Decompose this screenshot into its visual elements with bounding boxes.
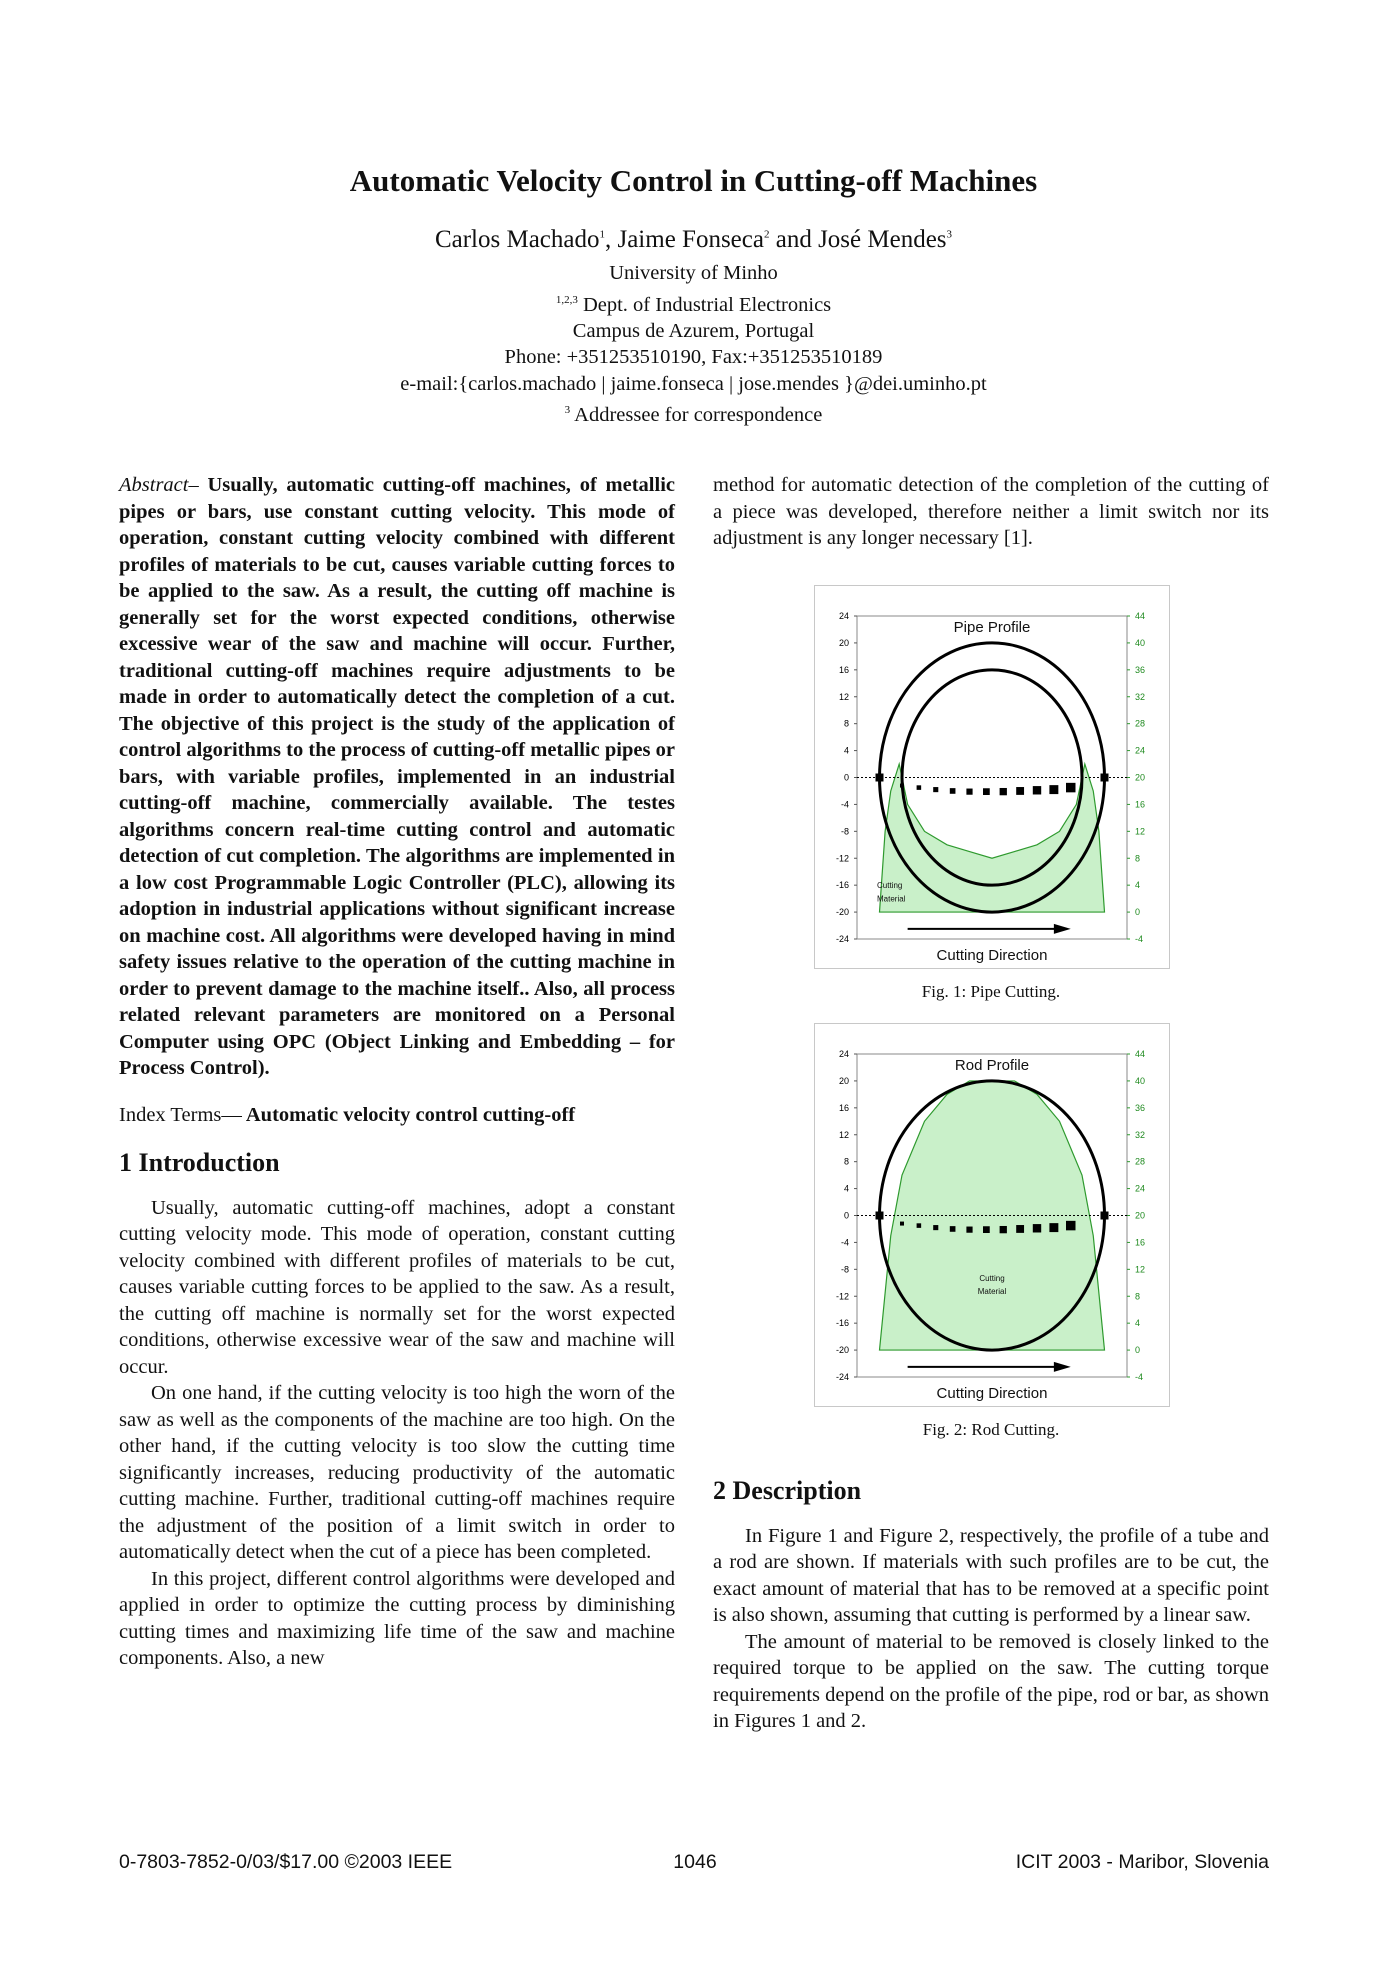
author-sup: 1 <box>599 228 605 241</box>
edge-marker-left <box>876 1212 884 1220</box>
author-sep: , <box>604 226 618 253</box>
data-marker <box>917 785 922 790</box>
author-sup: 3 <box>946 228 953 241</box>
y2-tick-label: 40 <box>1135 1075 1146 1086</box>
abstract <box>119 472 675 1082</box>
y2-tick-label: 32 <box>1135 691 1146 702</box>
data-marker <box>1066 1221 1076 1231</box>
abstract-text: Usually, automatic cutting-off machines, of metallic pipes or bars, use constant cutting velocity. This mode of operation, constant cutting velocity combined with different profiles of materials to be cut, causes variable cutting forces to be applied to the saw. As a result, the cutting off machine is generally set for the worst expected conditions, otherwise excessive wear of the saw and machine will occur. Further, traditional cutting-off machines require adjustments to be made in order to automatically detect the completion of a cut. The objective of this project is the study of the application of control algorithms to the process of cutting-off metallic pipes or bars, with variable profiles, implemented in an industrial cutting-off machine, commercially available. The testes algorithms concern real-time cutting control and automatic detection of cut completion. The algorithms are implemented in a low cost Programmable Logic Controller (PLC), allowing its adoption in industrial applications without significant increase on machine cost. All algorithms were developed having in mind safety issues relative to the operation of the cutting machine in order to prevent damage to the machine itself.. Also, all process related relevant parameters are monitored on a Personal Computer using OPC (Object Linking and Embedding – for Process Control). <box>119 474 675 1079</box>
y2-tick-label: 0 <box>1135 1345 1141 1356</box>
author-name: Carlos Machado <box>434 226 600 253</box>
index-terms-text: Automatic velocity control cutting-off <box>241 1103 576 1126</box>
annotation-label: Material <box>877 894 906 904</box>
figure-1-frame <box>814 585 1170 969</box>
y2-tick-label: 8 <box>1135 1291 1141 1302</box>
affil-dept <box>0 287 1387 318</box>
y2-tick-label: 8 <box>1135 853 1141 864</box>
data-marker <box>1033 1224 1041 1232</box>
figure-1-caption: Fig. 1: Pipe Cutting. <box>921 982 1061 1001</box>
data-marker <box>900 1222 904 1226</box>
footer-conference: ICIT 2003 - Maribor, Slovenia <box>1015 1851 1269 1873</box>
y-tick-label: 16 <box>838 664 849 675</box>
y-tick-label: -20 <box>835 1345 849 1356</box>
affil-corr-sup: 3 <box>564 404 571 417</box>
footer-page-number: 1046 <box>673 1851 717 1873</box>
affil-email: e-mail:{carlos.machado | jaime.fonseca | jose.mendes }@dei.uminho.pt <box>400 372 987 395</box>
annotation-label: Material <box>977 1287 1007 1297</box>
cutting-direction-arrowhead <box>1054 1362 1071 1372</box>
figure-2-frame <box>814 1023 1170 1407</box>
author-list <box>0 226 1387 254</box>
abstract-label: Abstract– <box>119 474 199 496</box>
index-terms-label: Index Terms— <box>119 1103 242 1126</box>
y2-tick-label: -4 <box>1135 934 1144 944</box>
y2-tick-label: 4 <box>1135 880 1141 891</box>
data-marker <box>1016 787 1024 795</box>
y-tick-label: 24 <box>838 611 849 621</box>
data-marker <box>1000 788 1007 795</box>
y2-tick-label: 36 <box>1135 1102 1146 1113</box>
y2-tick-label: 20 <box>1135 772 1146 783</box>
data-marker <box>1000 1226 1007 1233</box>
affil-campus: Campus de Azurem, Portugal <box>572 319 815 342</box>
intro-paragraph-1: Usually, automatic cutting-off machines, adopt a constant cutting velocity mode. This mode of operation, constant cutting velocity combined with different profiles of materials to be cut, causes variable cutting forces to be applied to the saw. As a result, the cutting off machine is normally set for the worst expected conditions, otherwise excessive wear of the saw and machine will occur. <box>119 1196 675 1378</box>
y-tick-label: -4 <box>840 799 849 810</box>
y-tick-label: -4 <box>840 1237 849 1248</box>
y2-tick-label: -4 <box>1135 1372 1144 1382</box>
data-marker <box>966 1227 972 1233</box>
section-heading-description: 2 Description <box>713 1476 862 1505</box>
y2-tick-label: 28 <box>1135 718 1146 729</box>
y2-tick-label: 16 <box>1135 799 1146 810</box>
annotation-label: Cutting <box>979 1273 1005 1283</box>
data-marker <box>1066 783 1076 793</box>
rod-profile-chart <box>815 1024 1169 1406</box>
chart-title: Rod Profile <box>954 1057 1030 1074</box>
x-axis-label: Cutting Direction <box>936 947 1048 964</box>
left-column <box>119 472 675 1672</box>
y2-tick-label: 24 <box>1135 745 1146 756</box>
y2-tick-label: 32 <box>1135 1129 1146 1140</box>
data-marker <box>933 1225 938 1230</box>
chart-title: Pipe Profile <box>953 619 1031 636</box>
y2-tick-label: 40 <box>1135 637 1146 648</box>
data-marker <box>983 788 990 795</box>
footer-copyright: 0-7803-7852-0/03/$17.00 ©2003 IEEE <box>119 1851 453 1873</box>
y-tick-label: 8 <box>843 1156 849 1167</box>
affil-dept-text: Dept. of Industrial Electronics <box>577 293 832 316</box>
y2-tick-label: 12 <box>1135 1264 1146 1275</box>
y-tick-label: 12 <box>838 1129 849 1140</box>
y-tick-label: -8 <box>840 1264 849 1275</box>
data-marker <box>900 784 904 788</box>
y2-tick-label: 36 <box>1135 664 1146 675</box>
edge-marker-right <box>1101 1212 1109 1220</box>
y-tick-label: -8 <box>840 826 849 837</box>
y2-tick-label: 0 <box>1135 907 1141 918</box>
y2-tick-label: 12 <box>1135 826 1146 837</box>
y-tick-label: -16 <box>835 880 849 891</box>
y2-tick-label: 20 <box>1135 1210 1146 1221</box>
intro-paragraph-2: On one hand, if the cutting velocity is too high the worn of the saw as well as the components of the machine are too high. On the other hand, if the cutting velocity is too slow the cutting time significantly increases, reducing productivity of the automatic cutting machine. Further, traditional cutting-off machines require the adjustment of the position of a limit switch in order to automatically detect when the cut of a piece has been completed. <box>119 1382 675 1563</box>
affil-phone: Phone: +351253510190, Fax:+351253510189 <box>504 346 883 369</box>
y-tick-label: 20 <box>838 1075 849 1086</box>
y2-tick-label: 4 <box>1135 1318 1141 1329</box>
data-marker <box>933 787 938 792</box>
author-sep: and <box>769 226 819 253</box>
description-paragraph-2: The amount of material to be removed is closely linked to the required torque to be applied on the saw. The cutting torque requirements depend on the profile of the pipe, rod or bar, as shown in Figures 1 and 2. <box>713 1630 1269 1732</box>
y-tick-label: 4 <box>843 1183 849 1194</box>
affil-corr-text: Addressee for correspondence <box>570 404 823 427</box>
author-sup: 2 <box>763 228 770 241</box>
y-tick-label: 20 <box>838 637 849 648</box>
author-name: Jaime Fonseca <box>617 226 764 253</box>
y-tick-label: 24 <box>838 1049 849 1059</box>
affil-university: University of Minho <box>609 262 778 284</box>
y2-tick-label: 28 <box>1135 1156 1146 1167</box>
pipe-profile-chart <box>815 586 1169 968</box>
index-terms <box>119 1102 675 1129</box>
right-column-top <box>713 472 1269 552</box>
data-marker <box>1033 786 1041 794</box>
data-marker <box>1049 785 1058 794</box>
y-tick-label: 0 <box>843 772 849 783</box>
affil-dept-sup: 1,2,3 <box>555 293 578 306</box>
y-tick-label: 12 <box>838 691 849 702</box>
data-marker <box>1049 1223 1058 1232</box>
cutting-direction-arrowhead <box>1054 924 1071 934</box>
y2-tick-label: 16 <box>1135 1237 1146 1248</box>
data-marker <box>983 1226 990 1233</box>
y2-tick-label: 44 <box>1135 1049 1146 1059</box>
edge-marker-right <box>1101 774 1109 782</box>
y-tick-label: -12 <box>835 853 849 864</box>
y-tick-label: 16 <box>838 1102 849 1113</box>
y-tick-label: -24 <box>835 1372 849 1382</box>
y2-tick-label: 44 <box>1135 611 1146 621</box>
affiliation-block <box>0 260 1387 429</box>
data-marker <box>966 789 972 795</box>
y-tick-label: 4 <box>843 745 849 756</box>
y-tick-label: -20 <box>835 907 849 918</box>
edge-marker-left <box>876 774 884 782</box>
y-tick-label: -12 <box>835 1291 849 1302</box>
description-paragraph-1: In Figure 1 and Figure 2, respectively, the profile of a tube and a rod are shown. If materials with such profiles are to be cut, the exact amount of material that has to be removed at a specific point is also shown, assuming that cutting is performed by a linear saw. <box>713 1524 1269 1626</box>
y-tick-label: 0 <box>843 1210 849 1221</box>
affil-corr <box>0 397 1387 428</box>
paper-title: Automatic Velocity Control in Cutting-off Machines <box>349 163 1038 198</box>
y2-tick-label: 24 <box>1135 1183 1146 1194</box>
x-axis-label: Cutting Direction <box>936 1385 1048 1402</box>
figure-2-caption: Fig. 2: Rod Cutting. <box>922 1420 1060 1439</box>
y-tick-label: 8 <box>843 718 849 729</box>
author-name: José Mendes <box>818 226 947 253</box>
data-marker <box>917 1223 922 1228</box>
right-column-bottom <box>713 1478 1269 1735</box>
data-marker <box>1016 1225 1024 1233</box>
y-tick-label: -16 <box>835 1318 849 1329</box>
y-tick-label: -24 <box>835 934 849 944</box>
section-heading-introduction: 1 Introduction <box>119 1148 280 1177</box>
intro-paragraph-3: In this project, different control algorithms were developed and applied in order to optimize the cutting process by diminishing cutting times and maximizing life time of the saw and machine components. Also, a new <box>119 1567 675 1669</box>
annotation-label: Cutting <box>877 880 903 890</box>
data-marker <box>950 1226 956 1232</box>
intro-continuation: method for automatic detection of the completion of the cutting of a piece was developed, therefore neither a limit switch nor its adjustment is any longer necessary [1]. <box>713 474 1269 549</box>
data-marker <box>950 788 956 794</box>
